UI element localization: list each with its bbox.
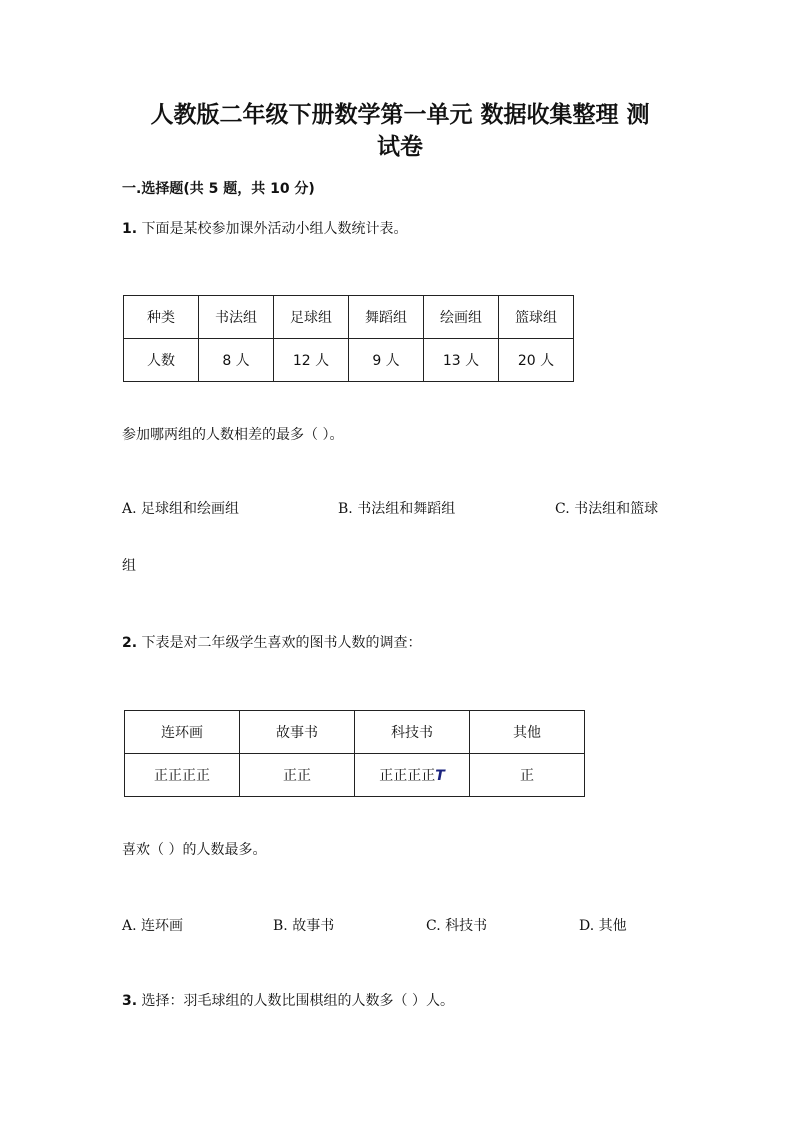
- table-cell: 20 人: [499, 339, 574, 382]
- table-cell: 9 人: [349, 339, 424, 382]
- tally-marks: 正正正正: [379, 768, 436, 784]
- table-row: [124, 339, 574, 382]
- activity-table: [123, 295, 574, 382]
- question-number: 2.: [122, 635, 138, 651]
- question-1-prompt: 参加哪两组的人数相差的最多（ ）。: [122, 427, 344, 443]
- option-a[interactable]: A. 足球组和绘画组: [122, 501, 240, 517]
- option-c-wrap: 组: [122, 558, 136, 574]
- table-row: [125, 711, 585, 754]
- table-row: [124, 296, 574, 339]
- option-a[interactable]: A. 连环画: [122, 918, 184, 934]
- option-c[interactable]: C. 科技书: [426, 918, 488, 934]
- table-row: [125, 754, 585, 797]
- section-heading: 一.选择题(共 5 题，共 10 分): [122, 181, 315, 197]
- table-cell: 种类: [124, 296, 199, 339]
- page-title-line2: 试卷: [377, 134, 423, 160]
- table-cell: 其他: [470, 711, 585, 754]
- table-cell: 正正: [240, 754, 355, 797]
- question-2: [122, 633, 422, 653]
- option-d[interactable]: D. 其他: [579, 918, 627, 934]
- question-text: 下表是对二年级学生喜欢的图书人数的调查：: [141, 635, 422, 651]
- book-survey-table: [124, 710, 585, 797]
- table-cell: 12 人: [274, 339, 349, 382]
- table-cell: [355, 754, 470, 797]
- question-2-prompt: 喜欢（ ）的人数最多。: [122, 842, 267, 858]
- option-b[interactable]: B. 故事书: [273, 918, 335, 934]
- table-cell: 篮球组: [499, 296, 574, 339]
- table-cell: 舞蹈组: [349, 296, 424, 339]
- option-b[interactable]: B. 书法组和舞蹈组: [338, 501, 456, 517]
- question-number: 1.: [122, 221, 138, 237]
- table-cell: 正正正正: [125, 754, 240, 797]
- table-cell: 13 人: [424, 339, 499, 382]
- question-3: [122, 991, 454, 1011]
- page-title-line1: 人教版二年级下册数学第一单元 数据收集整理 测: [150, 102, 650, 128]
- tally-extra-mark: T: [435, 768, 445, 784]
- table-cell: 连环画: [125, 711, 240, 754]
- table-cell: 8 人: [199, 339, 274, 382]
- question-number: 3.: [122, 993, 138, 1009]
- table-cell: 足球组: [274, 296, 349, 339]
- table-cell: 正: [470, 754, 585, 797]
- table-cell: 书法组: [199, 296, 274, 339]
- option-c[interactable]: C. 书法组和篮球: [555, 501, 659, 517]
- question-text: 选择：羽毛球组的人数比围棋组的人数多（ ）人。: [141, 993, 454, 1009]
- table-cell: 绘画组: [424, 296, 499, 339]
- table-cell: 科技书: [355, 711, 470, 754]
- table-cell: 人数: [124, 339, 199, 382]
- table-cell: 故事书: [240, 711, 355, 754]
- question-text: 下面是某校参加课外活动小组人数统计表。: [141, 221, 408, 237]
- question-1: [122, 219, 408, 239]
